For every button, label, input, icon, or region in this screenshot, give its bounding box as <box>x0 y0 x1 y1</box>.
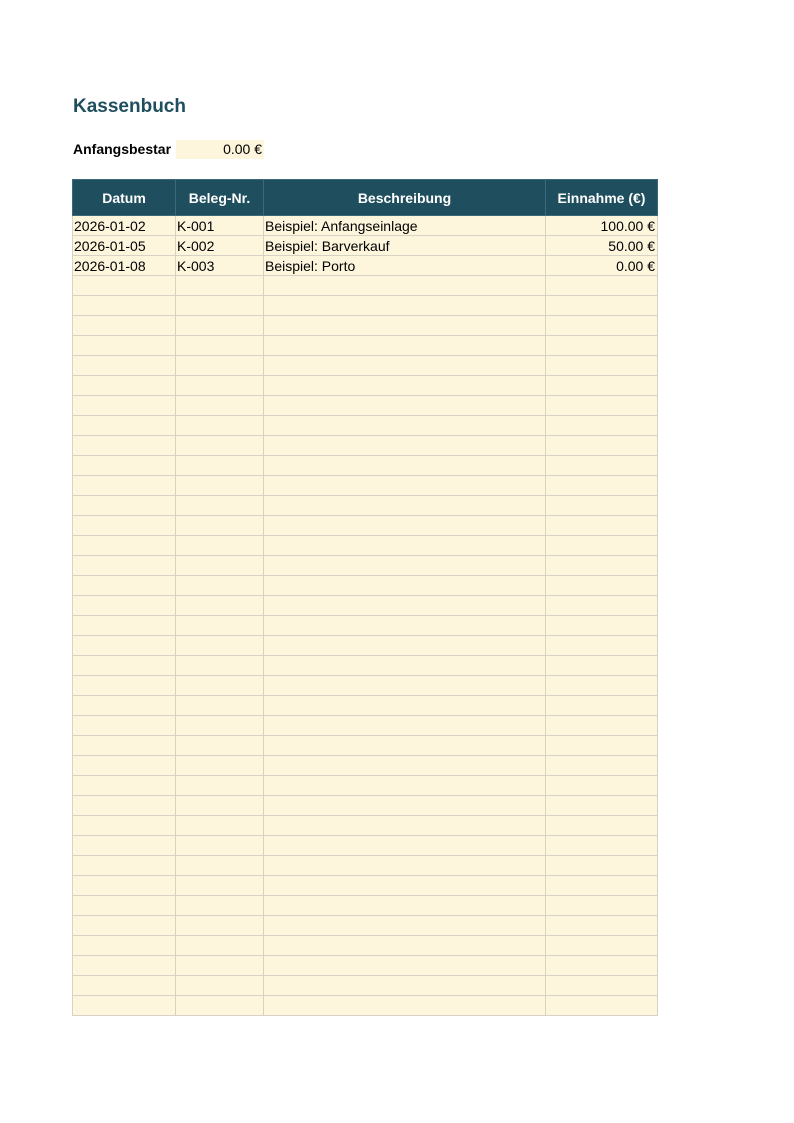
cell-income[interactable] <box>546 816 658 836</box>
cell-description[interactable] <box>264 516 546 536</box>
cell-date[interactable] <box>73 836 176 856</box>
cell-receipt-number[interactable] <box>176 536 264 556</box>
cell-receipt-number[interactable] <box>176 996 264 1016</box>
cell-date[interactable] <box>73 316 176 336</box>
cell-date[interactable]: 2026-01-02 <box>73 216 176 236</box>
empty-table-row <box>73 556 658 576</box>
cell-description[interactable] <box>264 976 546 996</box>
cell-income[interactable] <box>546 596 658 616</box>
cell-income[interactable] <box>546 636 658 656</box>
empty-table-row <box>73 456 658 476</box>
cell-income[interactable] <box>546 796 658 816</box>
cell-receipt-number[interactable] <box>176 556 264 576</box>
cell-receipt-number[interactable] <box>176 296 264 316</box>
empty-table-row <box>73 336 658 356</box>
cell-income[interactable] <box>546 756 658 776</box>
cell-date[interactable] <box>73 516 176 536</box>
cell-date[interactable] <box>73 496 176 516</box>
cell-date[interactable] <box>73 916 176 936</box>
empty-table-row <box>73 416 658 436</box>
cell-date[interactable] <box>73 736 176 756</box>
cell-description[interactable] <box>264 636 546 656</box>
cell-description[interactable] <box>264 536 546 556</box>
cell-receipt-number[interactable] <box>176 796 264 816</box>
cell-description[interactable] <box>264 316 546 336</box>
cell-date[interactable] <box>73 656 176 676</box>
opening-balance-value[interactable]: 0.00 € <box>176 140 264 159</box>
empty-table-row <box>73 436 658 456</box>
empty-table-row <box>73 796 658 816</box>
cell-income[interactable] <box>546 436 658 456</box>
cell-description[interactable] <box>264 856 546 876</box>
cell-income[interactable] <box>546 396 658 416</box>
empty-table-row <box>73 856 658 876</box>
cell-date[interactable] <box>73 956 176 976</box>
cell-receipt-number[interactable] <box>176 276 264 296</box>
empty-table-row <box>73 296 658 316</box>
cell-date[interactable] <box>73 296 176 316</box>
cell-date[interactable] <box>73 696 176 716</box>
cell-income[interactable] <box>546 316 658 336</box>
cell-receipt-number[interactable] <box>176 756 264 776</box>
cell-date[interactable] <box>73 376 176 396</box>
cell-income[interactable] <box>546 876 658 896</box>
cell-description[interactable]: Beispiel: Anfangseinlage <box>264 216 546 236</box>
cell-income[interactable] <box>546 496 658 516</box>
cell-income[interactable] <box>546 836 658 856</box>
cell-description[interactable] <box>264 836 546 856</box>
column-header-income[interactable]: Einnahme (€) <box>546 180 658 216</box>
cell-date[interactable] <box>73 936 176 956</box>
empty-table-row <box>73 376 658 396</box>
empty-table-row <box>73 696 658 716</box>
opening-balance-label: Anfangsbestar <box>73 141 172 157</box>
cell-income[interactable] <box>546 676 658 696</box>
cell-date[interactable] <box>73 476 176 496</box>
cell-date[interactable] <box>73 636 176 656</box>
cell-date[interactable] <box>73 996 176 1016</box>
empty-table-row <box>73 816 658 836</box>
cell-income[interactable] <box>546 896 658 916</box>
cell-date[interactable] <box>73 356 176 376</box>
empty-table-row <box>73 756 658 776</box>
empty-table-row <box>73 476 658 496</box>
cell-income[interactable] <box>546 996 658 1016</box>
cell-income[interactable] <box>546 416 658 436</box>
cell-income[interactable] <box>546 516 658 536</box>
cell-receipt-number[interactable] <box>176 776 264 796</box>
cell-income[interactable] <box>546 736 658 756</box>
cell-description[interactable]: Beispiel: Porto <box>264 256 546 276</box>
cell-receipt-number[interactable] <box>176 916 264 936</box>
cell-date[interactable] <box>73 416 176 436</box>
empty-table-row <box>73 656 658 676</box>
cell-income[interactable] <box>546 376 658 396</box>
column-header-date[interactable]: Datum <box>73 180 176 216</box>
cell-description[interactable] <box>264 436 546 456</box>
cell-description[interactable] <box>264 916 546 936</box>
cell-description[interactable] <box>264 716 546 736</box>
cell-income[interactable] <box>546 976 658 996</box>
cell-description[interactable] <box>264 816 546 836</box>
cell-date[interactable] <box>73 276 176 296</box>
empty-table-row <box>73 276 658 296</box>
empty-table-row <box>73 396 658 416</box>
cell-date[interactable] <box>73 796 176 816</box>
cell-date[interactable] <box>73 456 176 476</box>
cell-receipt-number[interactable] <box>176 716 264 736</box>
cell-receipt-number[interactable] <box>176 696 264 716</box>
cell-description[interactable] <box>264 996 546 1016</box>
cell-receipt-number[interactable] <box>176 576 264 596</box>
cell-receipt-number[interactable] <box>176 636 264 656</box>
cell-income[interactable] <box>546 616 658 636</box>
cell-description[interactable] <box>264 336 546 356</box>
cell-receipt-number[interactable] <box>176 376 264 396</box>
cell-date[interactable] <box>73 536 176 556</box>
cell-date[interactable] <box>73 976 176 996</box>
cell-income[interactable]: 100.00 € <box>546 216 658 236</box>
empty-table-row <box>73 636 658 656</box>
cell-receipt-number[interactable]: K-003 <box>176 256 264 276</box>
cell-income[interactable] <box>546 776 658 796</box>
empty-table-row <box>73 356 658 376</box>
empty-table-row <box>73 976 658 996</box>
cell-date[interactable] <box>73 576 176 596</box>
cell-receipt-number[interactable] <box>176 956 264 976</box>
cell-description[interactable] <box>264 456 546 476</box>
table-header-row <box>73 180 658 216</box>
table-body <box>73 216 658 1016</box>
cell-receipt-number[interactable] <box>176 356 264 376</box>
column-header-description[interactable]: Beschreibung <box>264 180 546 216</box>
cell-description[interactable] <box>264 676 546 696</box>
cell-date[interactable]: 2026-01-05 <box>73 236 176 256</box>
cell-description[interactable] <box>264 296 546 316</box>
cell-description[interactable] <box>264 476 546 496</box>
empty-table-row <box>73 736 658 756</box>
cell-receipt-number[interactable] <box>176 896 264 916</box>
cell-description[interactable] <box>264 776 546 796</box>
cell-date[interactable] <box>73 816 176 836</box>
cell-income[interactable] <box>546 336 658 356</box>
cell-receipt-number[interactable] <box>176 396 264 416</box>
empty-table-row <box>73 876 658 896</box>
cell-income[interactable]: 50.00 € <box>546 236 658 256</box>
cell-receipt-number[interactable] <box>176 856 264 876</box>
cell-receipt-number[interactable] <box>176 936 264 956</box>
cell-receipt-number[interactable] <box>176 816 264 836</box>
empty-table-row <box>73 536 658 556</box>
cell-receipt-number[interactable] <box>176 336 264 356</box>
cell-description[interactable] <box>264 376 546 396</box>
cell-receipt-number[interactable] <box>176 616 264 636</box>
empty-table-row <box>73 936 658 956</box>
table-row <box>73 256 658 276</box>
empty-table-row <box>73 916 658 936</box>
cell-date[interactable] <box>73 436 176 456</box>
cell-income[interactable] <box>546 476 658 496</box>
empty-table-row <box>73 316 658 336</box>
cell-description[interactable] <box>264 956 546 976</box>
empty-table-row <box>73 576 658 596</box>
cell-income[interactable] <box>546 556 658 576</box>
cell-description[interactable] <box>264 896 546 916</box>
cell-date[interactable] <box>73 876 176 896</box>
cell-description[interactable] <box>264 416 546 436</box>
cell-income[interactable] <box>546 696 658 716</box>
empty-table-row <box>73 996 658 1016</box>
cell-description[interactable] <box>264 576 546 596</box>
cell-date[interactable] <box>73 716 176 736</box>
empty-table-row <box>73 896 658 916</box>
cell-income[interactable] <box>546 656 658 676</box>
cell-description[interactable] <box>264 696 546 716</box>
cell-income[interactable] <box>546 356 658 376</box>
cell-description[interactable] <box>264 736 546 756</box>
cell-date[interactable] <box>73 556 176 576</box>
cell-description[interactable] <box>264 556 546 576</box>
cell-receipt-number[interactable]: K-002 <box>176 236 264 256</box>
cell-income[interactable] <box>546 936 658 956</box>
empty-table-row <box>73 496 658 516</box>
empty-table-row <box>73 616 658 636</box>
cell-date[interactable] <box>73 756 176 776</box>
cell-receipt-number[interactable] <box>176 736 264 756</box>
cash-book-table <box>72 179 658 1016</box>
cell-receipt-number[interactable] <box>176 436 264 456</box>
cell-receipt-number[interactable] <box>176 596 264 616</box>
cell-receipt-number[interactable] <box>176 976 264 996</box>
empty-table-row <box>73 776 658 796</box>
cell-receipt-number[interactable] <box>176 456 264 476</box>
cell-receipt-number[interactable] <box>176 836 264 856</box>
cell-description[interactable] <box>264 796 546 816</box>
cell-description[interactable] <box>264 596 546 616</box>
table-row <box>73 216 658 236</box>
cell-date[interactable] <box>73 896 176 916</box>
empty-table-row <box>73 596 658 616</box>
cell-income[interactable] <box>546 536 658 556</box>
cell-income[interactable] <box>546 276 658 296</box>
cell-receipt-number[interactable] <box>176 876 264 896</box>
empty-table-row <box>73 836 658 856</box>
empty-table-row <box>73 516 658 536</box>
cell-date[interactable] <box>73 676 176 696</box>
cell-receipt-number[interactable] <box>176 676 264 696</box>
cell-income[interactable] <box>546 716 658 736</box>
page-title: Kassenbuch <box>73 96 186 117</box>
cell-date[interactable] <box>73 336 176 356</box>
cell-description[interactable] <box>264 616 546 636</box>
cell-income[interactable]: 0.00 € <box>546 256 658 276</box>
cell-date[interactable] <box>73 856 176 876</box>
cell-description[interactable] <box>264 396 546 416</box>
cell-receipt-number[interactable] <box>176 416 264 436</box>
cell-date[interactable] <box>73 616 176 636</box>
cell-description[interactable] <box>264 876 546 896</box>
cell-receipt-number[interactable] <box>176 656 264 676</box>
cell-income[interactable] <box>546 916 658 936</box>
cell-description[interactable] <box>264 656 546 676</box>
cell-income[interactable] <box>546 456 658 476</box>
cell-income[interactable] <box>546 576 658 596</box>
cell-description[interactable] <box>264 356 546 376</box>
cell-income[interactable] <box>546 956 658 976</box>
cell-receipt-number[interactable] <box>176 516 264 536</box>
cell-date[interactable] <box>73 596 176 616</box>
empty-table-row <box>73 716 658 736</box>
empty-table-row <box>73 676 658 696</box>
cell-description[interactable] <box>264 496 546 516</box>
cell-description[interactable]: Beispiel: Barverkauf <box>264 236 546 256</box>
cell-income[interactable] <box>546 296 658 316</box>
table-row <box>73 236 658 256</box>
cell-date[interactable] <box>73 396 176 416</box>
cell-receipt-number[interactable] <box>176 316 264 336</box>
cell-description[interactable] <box>264 276 546 296</box>
cell-description[interactable] <box>264 756 546 776</box>
cell-date[interactable]: 2026-01-08 <box>73 256 176 276</box>
cell-receipt-number[interactable] <box>176 496 264 516</box>
cell-date[interactable] <box>73 776 176 796</box>
cell-receipt-number[interactable] <box>176 476 264 496</box>
cell-description[interactable] <box>264 936 546 956</box>
cell-receipt-number[interactable]: K-001 <box>176 216 264 236</box>
cell-income[interactable] <box>546 856 658 876</box>
empty-table-row <box>73 956 658 976</box>
column-header-receipt-number[interactable]: Beleg-Nr. <box>176 180 264 216</box>
